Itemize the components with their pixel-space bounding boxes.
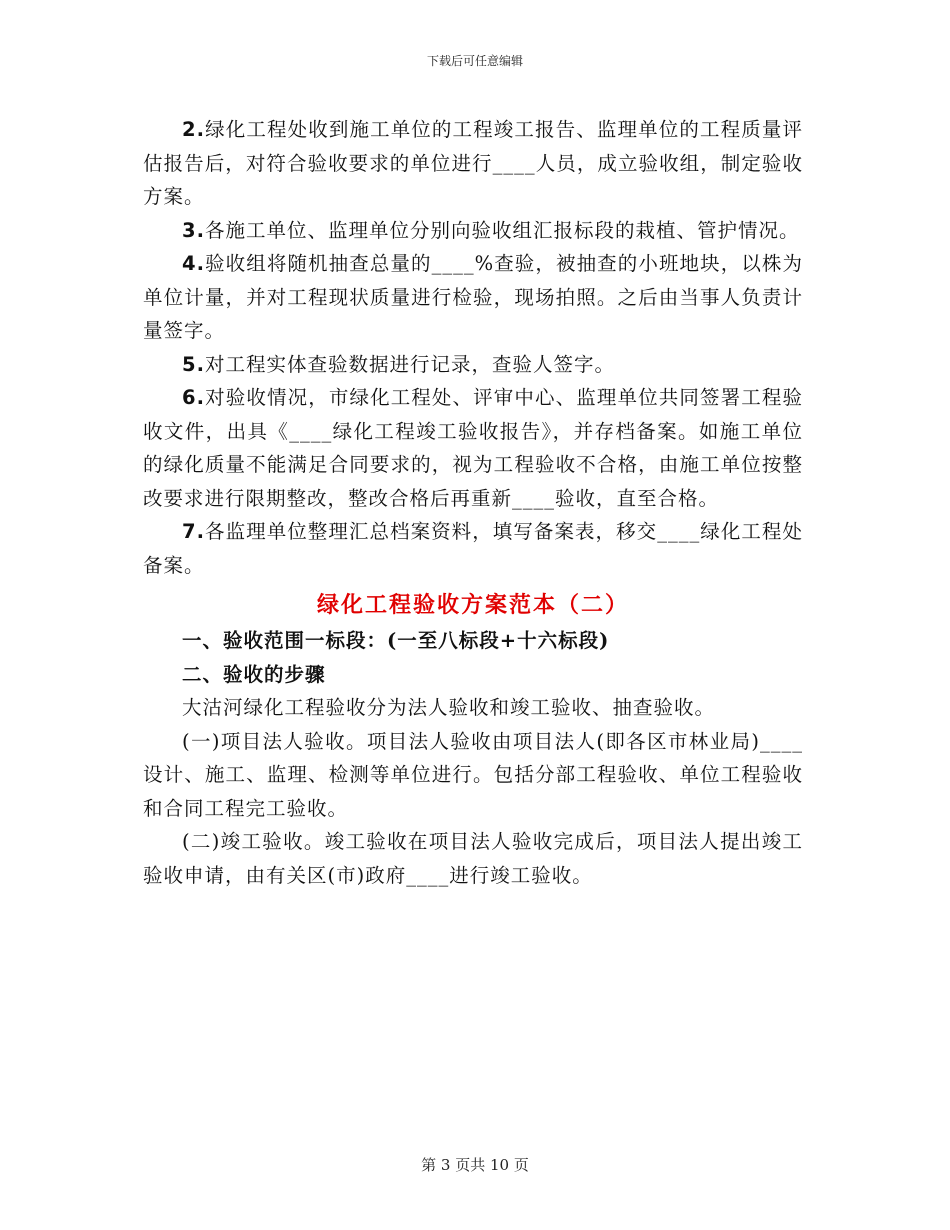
item-text: 绿化工程处收到施工单位的工程竣工报告、监理单位的工程质量评估报告后，对符合验收要求的单位进行____人员，成立验收组，制定验收方案。	[143, 118, 803, 208]
list-item	[143, 214, 803, 248]
paragraph-completion-acceptance: (二)竣工验收。竣工验收在项目法人验收完成后，项目法人提出竣工验收申请，由有关区(市)政府____进行竣工验收。	[143, 830, 803, 887]
list-item	[143, 515, 803, 582]
item-text: 对验收情况，市绿化工程处、评审中心、监理单位共同签署工程验收文件，出具《____绿化工程竣工验收报告》，并存档备案。如施工单位的绿化质量不能满足合同要求的，视为工程验收不合格，由施工单位按整改要求进行限期整改，整改合格后再重新____验收，直至合格。	[143, 386, 803, 510]
item-number: 6.	[182, 386, 205, 409]
item-number: 2.	[182, 118, 205, 141]
page-header: 下载后可任意编辑	[426, 54, 523, 68]
item-number: 4.	[182, 252, 205, 275]
item-number: 7.	[182, 520, 205, 543]
item-text: 验收组将随机抽查总量的____%查验，被抽查的小班地块，以株为单位计量，并对工程现状质量进行检验，现场拍照。之后由当事人负责计量签字。	[143, 252, 803, 342]
item-text: 各监理单位整理汇总档案资料，填写备案表，移交____绿化工程处备案。	[143, 520, 803, 577]
page-footer: 第 3 页共 10 页	[421, 1156, 529, 1174]
section-heading-steps: 二、验收的步骤	[182, 662, 326, 686]
list-item	[143, 348, 803, 382]
list-item	[143, 113, 803, 214]
list-item	[143, 381, 803, 515]
paragraph-intro: 大沽河绿化工程验收分为法人验收和竣工验收、抽查验收。	[182, 696, 716, 719]
item-text: 各施工单位、监理单位分别向验收组汇报标段的栽植、管护情况。	[204, 218, 800, 242]
section-title: 绿化工程验收方案范本（二）	[316, 592, 629, 618]
paragraph-legal-person-acceptance: (一)项目法人验收。项目法人验收由项目法人(即各区市林业局)____设计、施工、监理、检测等单位进行。包括分部工程验收、单位工程验收和合同工程完工验收。	[143, 729, 803, 820]
section-heading-scope: 一、验收范围一标段：(一至八标段+十六标段)	[182, 629, 610, 652]
item-number: 3.	[182, 218, 205, 242]
document-body	[143, 113, 803, 892]
list-item	[143, 247, 803, 348]
item-text: 对工程实体查验数据进行记录，查验人签字。	[204, 352, 615, 376]
item-number: 5.	[182, 352, 205, 376]
